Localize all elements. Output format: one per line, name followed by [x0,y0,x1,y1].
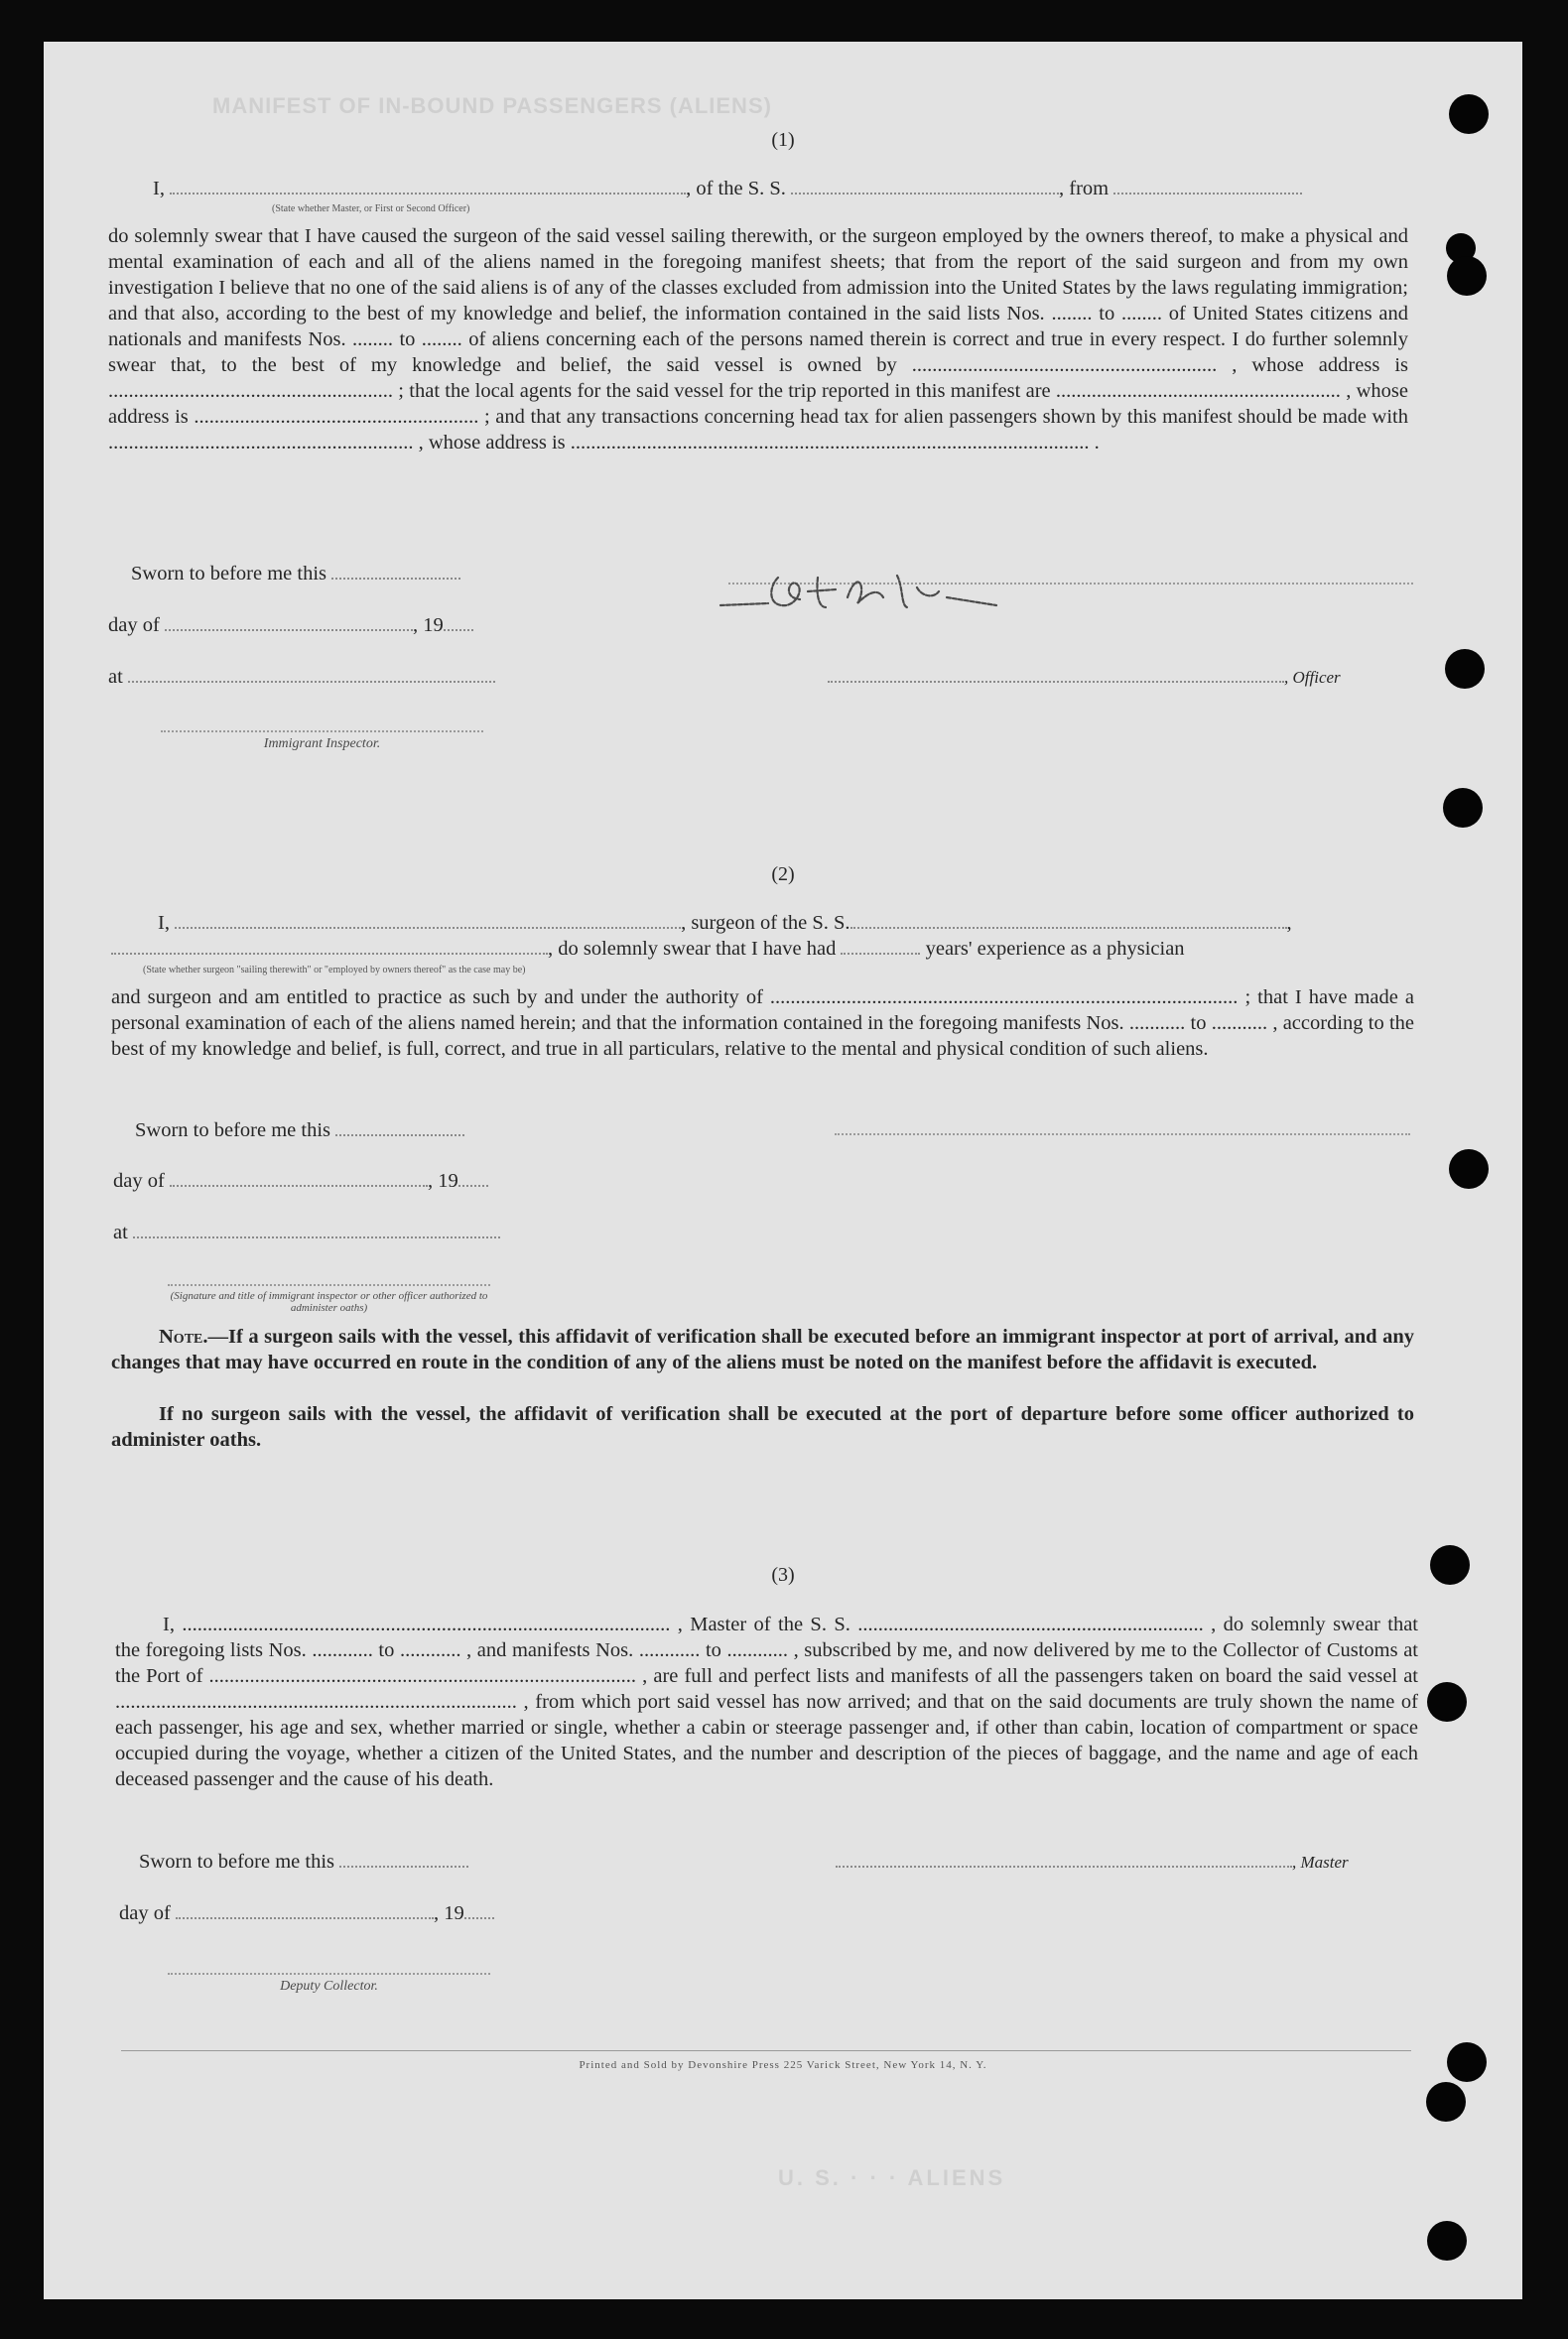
punch-hole [1445,649,1485,689]
punch-hole [1449,1149,1489,1189]
footer-rule [121,2050,1411,2051]
officer-label: , Officer [1284,668,1341,687]
section-2-heading: (2) [771,863,795,885]
sworn-label: Sworn to before me this [135,1119,330,1141]
section-1-day-line [108,613,473,637]
printer-imprint: Printed and Sold by Devonshire Press 225 Varick Street, New York 14, N. Y. [579,2059,987,2071]
sworn-label: Sworn to before me this [139,1851,334,1873]
section-3-heading: (3) [771,1564,795,1586]
section-3-oath-text: I, ................................................................................................ , Master of the S. S. .................................................................... , do solemnly swear that the foregoing lists Nos. ............ to ............ , and manifests Nos. ............ to ............ , subscribed by me, and now delivered by me to the Collector of Customs at the Port of .................................................................................... , are full and perfect lists and manifests of all the passengers taken on board the said vessel at ............................................................................... , from which port said vessel has now arrived; and that on the said documents are truly shown the name of each passenger, his age and sex, whether married or single, whether a cabin or steerage passenger and, if other than cabin, location of compartment or space occupied during the voyage, whether a citizen of the United States, and the number and description of the pieces of baggage, and the name and age of each deceased passenger and the cause of his death. [115,1614,1418,1790]
years-field[interactable] [841,937,920,955]
from-label: , from [1059,178,1110,199]
officer-signature-line [828,665,1341,689]
years-label: years' experience as a physician [925,938,1185,960]
surgeon-vessel-field[interactable] [850,911,1287,929]
section-3-day-line [119,1901,494,1925]
section-1-heading: (1) [771,129,795,151]
rank-field[interactable] [170,177,686,195]
section-2-second-line [111,937,1185,961]
day-of-label: day of [108,614,160,636]
section-3-sworn-line [139,1850,468,1874]
year-label: , 19 [412,614,444,636]
section-1-oath-text: do solemnly swear that I have caused the surgeon of the said vessel sailing therewith, or the surgeon employed by the owners thereof, to make a physical and mental examination of each and all of the aliens named in the foregoing manifest sheets; that from the report of the said surgeon and from my own investigation I believe that no one of the said aliens is of any of the classes excluded from admission into the United States by the laws regulating immigration; and that also, according to the best of my knowledge and belief, the information contained in the said lists Nos. ........ to ........ of United States citizens and nationals and manifests Nos. ........ to ........ of aliens concerning each of the persons named therein is correct and true in every respect. I do further solemnly swear that, to the best of my knowledge and belief, the said vessel is owned by ............................................................ , whose address is ........................................................ ; that the local agents for the said vessel for the trip reported in this manifest are ........................................................ , whose address is ........................................................ ; and that any transactions concerning head tax for alien passengers shown by this manifest should be made with ............................................................ , whose address is ...................................................................................................... . [108,225,1408,454]
section-2-sworn-line [135,1118,464,1142]
deputy-collector-signature-line[interactable] [168,1973,490,1975]
at-field[interactable] [128,665,495,683]
punch-hole [1447,256,1487,296]
sworn-day-field[interactable] [339,1850,468,1868]
year-label: , 19 [433,1902,464,1924]
deputy-collector-caption: Deputy Collector. [280,1979,378,1994]
punch-hole [1427,1682,1467,1722]
at-label: at [108,666,123,688]
punch-hole [1449,94,1489,134]
section-1-first-line [153,177,1302,200]
from-port-field[interactable] [1113,177,1302,195]
day-of-label: day of [119,1902,171,1924]
section-2-first-line: I, , surgeon of the S. S. , [158,912,1292,934]
surgeon-name-field[interactable] [175,911,681,929]
surgeon-signature-line[interactable] [835,1133,1410,1135]
surgeon-type-field[interactable] [111,937,548,955]
signature-caption: (Signature and title of immigrant inspector or other officer authorized to administer oaths) [170,1290,488,1314]
pronoun-i: I, [158,912,170,934]
year-field[interactable] [458,1169,488,1187]
surgeon-type-caption: (State whether surgeon "sailing therewith" or "employed by owners thereof" as the case may be) [143,965,526,975]
swear-label: , do solemnly swear that I have had [548,938,837,960]
year-field[interactable] [464,1901,494,1919]
punch-hole [1426,2082,1466,2122]
day-of-label: day of [113,1170,165,1192]
vessel-name-field[interactable] [791,177,1059,195]
punch-hole [1443,788,1483,828]
surgeon-label: , surgeon of the S. S. [681,912,850,934]
day-of-field[interactable] [170,1169,428,1187]
day-of-field[interactable] [176,1901,434,1919]
master-signature-field[interactable] [836,1850,1292,1868]
punch-hole [1447,2042,1487,2082]
bleed-through-header: MANIFEST OF IN-BOUND PASSENGERS (ALIENS) [212,93,772,118]
surgeon-note [111,1324,1414,1375]
year-field[interactable] [444,613,473,631]
sworn-label: Sworn to before me this [131,563,327,585]
master-signature-line-3 [836,1850,1349,1874]
manifest-page [44,42,1522,2299]
section-2-oath-text: and surgeon and am entitled to practice as such by and under the authority of ............................................................................................ ; that I have made a personal examination of each of the aliens named herein; and that the information contained in the foregoing manifests Nos. ........... to ........... , according to the best of my knowledge and belief, is full, correct, and true in all particulars, relative to the mental and physical condition of such aliens. [111,986,1414,1060]
of-ss-label: , of the S. S. [686,178,786,199]
handwritten-signature [709,548,1006,627]
punch-hole [1430,1545,1470,1585]
administering-officer-signature-line[interactable] [168,1284,490,1286]
note-label: Note. [159,1326,208,1348]
punch-hole [1427,2221,1467,2261]
at-field[interactable] [133,1221,500,1238]
master-label: , Master [1292,1853,1349,1872]
section-2-at-line [113,1221,500,1244]
rank-caption: (State whether Master, or First or Second Officer) [272,203,470,214]
section-2-day-line [113,1169,488,1193]
note-text-1: —If a surgeon sails with the vessel, this affidavit of verification shall be executed before an immigrant inspector at port of arrival, and any changes that may have occurred en route in the condition of any of the aliens must be noted on the manifest before the affidavit is executed. [111,1326,1414,1373]
section-1-at-line [108,665,495,689]
sworn-day-field[interactable] [335,1118,464,1136]
day-of-field[interactable] [165,613,413,631]
sworn-day-field[interactable] [331,562,460,580]
inspector-signature-line[interactable] [161,730,483,732]
officer-signature-field[interactable] [828,665,1284,683]
bleed-through-footer: U. S. · · · ALIENS [778,2165,1006,2190]
at-label: at [113,1222,128,1243]
no-surgeon-note: If no surgeon sails with the vessel, the affidavit of verification shall be executed at the port of departure before some officer authorized to administer oaths. [111,1403,1414,1451]
inspector-caption: Immigrant Inspector. [263,736,381,751]
pronoun-i: I, [153,178,165,199]
year-label: , 19 [427,1170,458,1192]
section-1-sworn-line [131,562,460,585]
